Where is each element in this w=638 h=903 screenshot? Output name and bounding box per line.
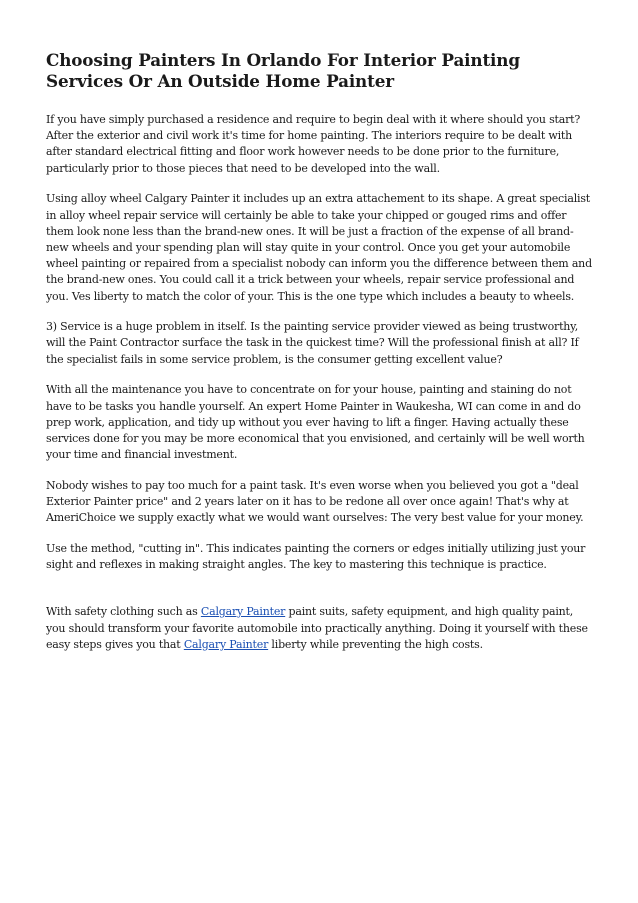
- paragraph-1: If you have simply purchased a residence and require to begin deal with it where should you start? After the exterior and civil work it's time for home painting. The interiors require to be dealt with after standard electrical fitting and floor work however needs to be done prior to the furniture, particularly prior to those pieces that need to be developed into the wall.: [46, 113, 581, 175]
- paragraph-7-text-c: liberty while preventing the high costs.: [268, 637, 483, 651]
- paragraph-4: With all the maintenance you have to concentrate on for your house, painting and staining do not have to be tasks you handle yourself. An expert Home Painter in Waukesha, WI can come in and do prep work, application, and tidy up without you ever having to lift a finger. Having actually these services done for you may be more economical that you envisioned, and certainly will be well worth your time and financial investment.: [46, 383, 585, 462]
- paragraph-2: Using alloy wheel Calgary Painter it includes up an extra attachement to its shape. A great specialist in alloy wheel repair service will certainly be able to take your chipped or gouged rims and offer them look none less than the brand-new ones. It will be just a fraction of the expense of all brand-new wheels and your spending plan will stay quite in your control. Once you get your automobile wheel painting or repaired from a specialist nobody can inform you the difference between them and the brand-new ones. You could call it a trick between your wheels, repair service professional and you. Ves liberty to match the color of your. This is the one type which includes a beauty to wheels.: [46, 192, 592, 303]
- article-title: Choosing Painters In Orlando For Interior Painting Services Or An Outside Home Painter: [46, 50, 520, 91]
- calgary-painter-link-1[interactable]: Calgary Painter: [200, 605, 286, 619]
- paragraph-7-text-b: paint suits, safety equipment, and high quality paint, you should transform your favorite automobile into practically anything. Doing it yourself with these easy steps gives you that: [46, 605, 588, 651]
- document-page: [46, 50, 594, 667]
- paragraph-5: Nobody wishes to pay too much for a paint task. It's even worse when you believed you got a "deal Exterior Painter price" and 2 years later on it has to be redone all over once again! That's why at AmeriChoice we supply exactly what we would want ourselves: The very best value for your money.: [46, 478, 584, 525]
- paragraph-3: 3) Service is a huge problem in itself. Is the painting service provider viewed as being trustworthy, will the Paint Contractor surface the task in the quickest time? Will the professional finish at all? If the specialist fails in some service problem, is the consumer getting excellent value?: [46, 320, 579, 366]
- paragraph-7-text-a: With safety clothing such as: [46, 605, 201, 619]
- paragraph-6: Use the method, "cutting in". This indicates painting the corners or edges initially utilizing just your sight and reflexes in making straight angles. The key to mastering this technique is practice.: [46, 541, 586, 572]
- paragraph-7: [46, 604, 594, 653]
- calgary-painter-link-2[interactable]: Calgary Painter: [183, 637, 269, 651]
